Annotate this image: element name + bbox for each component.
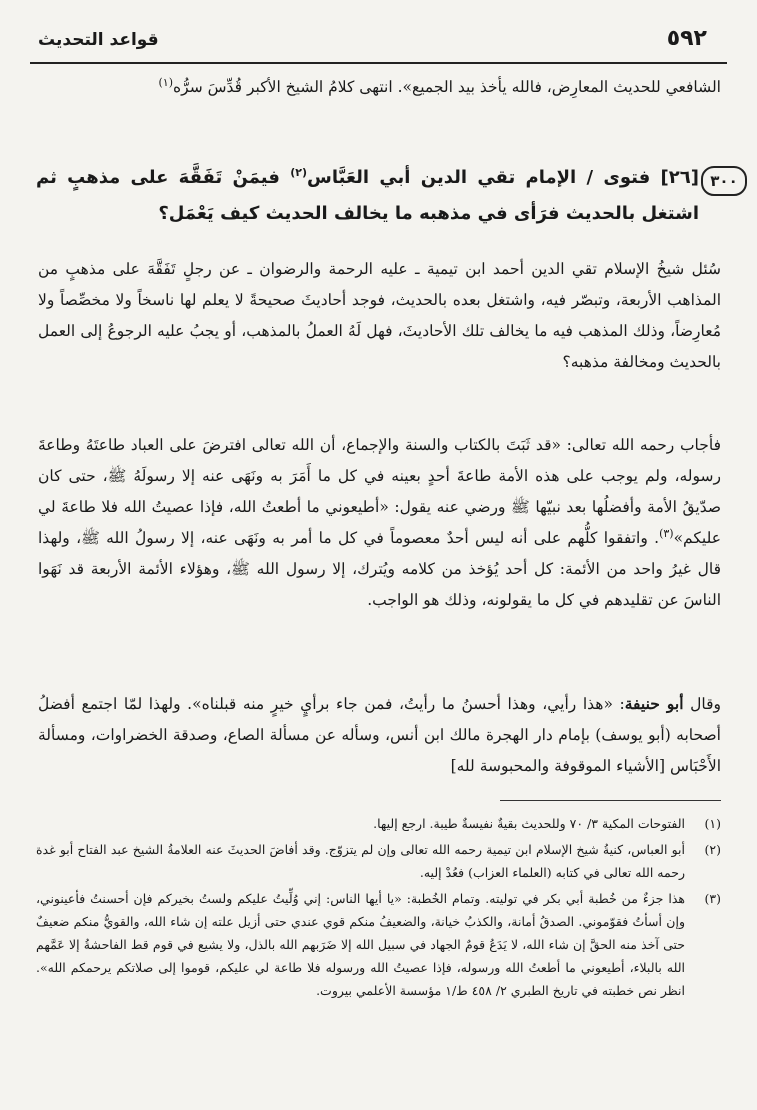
footnotes <box>36 812 721 1005</box>
footnote-ref-1: (١) <box>158 75 174 89</box>
footnote-text: أبو العباس، كنيةُ شيخ الإسلام ابن تيمية رحمه الله تعالى وإن لم يتزوّج. وقد أفاضَ الحديثَ عنه العلامةُ الشيخ عبد الفتاح أبو غدة رحمه الله تعالى في كتابه (العلماء العزاب) فعُدْ إليه. <box>36 842 685 880</box>
abuhanifa-name: أبو حنيفة <box>624 694 684 713</box>
footnote-number: (٢) <box>704 842 721 857</box>
answer-text-part2: . واتفقوا كلُّهم على أنه ليس أحدٌ معصوماً في كل ما أمر به ونَهَى عنه، إلا رسولُ الله ﷺ، ولهذا قال غيرُ واحد من الأئمة: كل أحد يُؤخذ من كلامه ويُترك، إلا رسول الله ﷺ، وهؤلاء الأئمة الأربعة قد نَهَوا الناسَ عن تقليدهم في كل ما يقولونه، وذلك هو الواجب. <box>38 529 721 609</box>
abuhanifa-intro: وقال <box>690 695 721 713</box>
footnote-item <box>36 887 721 1002</box>
footnote-ref-2: (٢) <box>290 166 308 179</box>
footnote-item <box>36 838 721 884</box>
footnote-number: (٣) <box>704 891 721 906</box>
question-paragraph: سُئل شيخُ الإسلام تقي الدين أحمد ابن تيمية ـ عليه الرحمة والرضوان ـ عن رجلٍ تَفَقَّهَ على مذهبٍ من المذاهب الأربعة، وتبصّر فيه، واشتغل بعده بالحديث، فوجد أحاديثَ صحيحةً لا يعلم لها ناسخاً ولا مخصِّصاً ولا مُعارِضاً، وذلك المذهب فيه ما يخالف تلك الأحاديثَ، فهل لَهُ العملُ بالمذهب، أو يجبُ عليه الرجوعُ إلى العمل بالحديث ومخالفة مذهبه؟ <box>38 260 721 371</box>
footnote-separator <box>500 800 721 801</box>
fatwa-heading-title: [٢٦] فتوى / الإمام تقي الدين أبي العَبَّاس <box>307 167 699 188</box>
abuhanifa-text: : «هذا رأيي، وهذا أحسنُ ما رأيتُ، فمن جاء برأيٍ خيرٍ منه قبلناه». ولهذا لمّا اجتمع أفضلُ أصحابه (أبو يوسف) بإمام دار الهجرة مالك ابن أنس، وسأله عن مسألة الصاع، وصدقة الخضراوات، ومسألة الأَحْبَاس [الأشياء الموقوفة والمحبوسة لله] <box>38 695 721 775</box>
footnote-text: هذا جزءٌ من خُطبة أبي بكر في توليته. وتمام الخُطبة: «يا أيها الناس: إني وُلِّيتُ عليكم ولستُ بخيركم فإن أحسنتُ فأعينوني، وإن أسأتُ فقوّموني. الصدقُ أمانة، والكذبُ خيانة، والضعيفُ منكم قوي عندي حتى أزيل علته إن شاء الله، والقويُّ منكم ضعيفٌ حتى آخذ منه الحقَّ إن شاء الله، لا يَدَعُ قومٌ الجهاد في سبيل الله إلا ضَرَبهم الله بالذل، ولا يشيع في قوم قط الفاحشةُ إلا عَمَّهم الله بالبلاء، أطيعوني ما أطعتُ الله ورسوله، فإذا عصيتُ الله ورسوله فلا طاعة لي عليكم، قوموا إلى صلاتكم يرحمكم الله». انظر نص خطبته في تاريخ الطبري ٢/ ٤٥٨ ط/١ مؤسسة الأعلمي بيروت. <box>36 891 685 998</box>
answer-text-part1: فأجاب رحمه الله تعالى: «قد ثَبَتَ بالكتاب والسنة والإجماع، أن الله تعالى افترضَ على العباد طاعتَهُ وطاعةَ رسوله، ولم يوجب على هذه الأمة طاعةَ أحدٍ بعينه في كل ما أَمَرَ به ونَهَى عنه إلا رسولَهُ ﷺ، حتى كان صدّيقُ الأمة وأفضلُها بعد نبيّها ﷺ ورضي عنه يقول: «أطيعوني ما أطعتُ الله، فإذا عصيتُ الله فلا طاعةَ لي عليكم» <box>38 436 721 547</box>
running-title: قواعد التحديث <box>38 30 159 50</box>
fatwa-number-badge: ٣٠٠ <box>701 166 747 196</box>
continuation-paragraph <box>38 72 721 103</box>
page-header <box>30 22 727 64</box>
footnote-number: (١) <box>704 816 721 831</box>
footnote-text: الفتوحات المكية ٣/ ٧٠ وللحديث بقيةٌ نفيسةٌ طيبة. ارجع إليها. <box>373 816 685 831</box>
fatwa-heading-question: فيمَنْ تَفَقَّهَ على مذهبٍ ثم اشتغل بالحديث فرَأى في مذهبه ما يخالف الحديث كيف يَعْمَل؟ <box>36 167 699 224</box>
continuation-text: الشافعي للحديث المعارِض، فالله يأخذ بيد الجميع». انتهى كلامُ الشيخ الأكبر قُدِّسَ سرُّه <box>173 78 721 96</box>
footnote-item <box>36 812 721 835</box>
page-number: ٥٩٢ <box>666 26 707 51</box>
fatwa-heading <box>36 160 699 232</box>
footnote-ref-3: (٣) <box>659 526 674 540</box>
answer-paragraph <box>38 430 721 616</box>
abuhanifa-paragraph <box>38 688 721 782</box>
